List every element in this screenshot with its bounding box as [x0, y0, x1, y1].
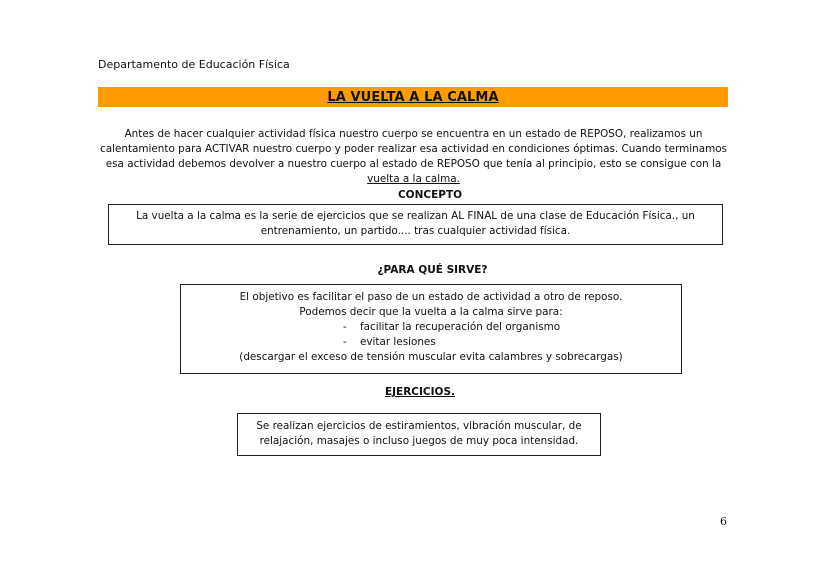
- intro-text: Antes de hacer cualquier actividad física nuestro cuerpo se encuentra en un estado de REPOSO, realizamos un calentamiento para ACTIVAR nuestro cuerpo y poder realizar esa actividad en condiciones óptimas. Cuando terminamos esa actividad debemos devolver a nuestro cuerpo al estado de REPOSO que tenía al principio, esto se consigue con la: [100, 128, 727, 170]
- ejercicios-box: [237, 413, 601, 456]
- department-header: Departamento de Educación Física: [98, 58, 290, 71]
- intro-underlined-text: vuelta a la calma.: [367, 173, 460, 185]
- concepto-box: [108, 204, 723, 245]
- list-item: - facilitar la recuperación del organismo: [343, 321, 561, 333]
- title-banner: [98, 87, 728, 107]
- page-number: 6: [720, 515, 727, 528]
- para-que-heading: ¿PARA QUÉ SIRVE?: [377, 264, 488, 276]
- concepto-line-1: La vuelta a la calma es la serie de ejercicios que se realizan AL FINAL de una clase de Educación Física., un: [136, 210, 695, 222]
- list-item-text: evitar lesiones: [359, 336, 436, 348]
- list-item-text: facilitar la recuperación del organismo: [359, 321, 561, 333]
- para-que-box: [180, 284, 682, 374]
- ejercicios-line-2: relajación, masajes o incluso juegos de muy poca intensidad.: [259, 435, 579, 447]
- concepto-line-2: entrenamiento, un partido.... tras cualquier actividad física.: [260, 225, 571, 237]
- para-que-line-1: El objetivo es facilitar el paso de un estado de actividad a otro de reposo.: [239, 291, 623, 303]
- page-title: LA VUELTA A LA CALMA: [327, 89, 499, 105]
- para-que-line-2: Podemos decir que la vuelta a la calma sirve para:: [299, 306, 563, 318]
- ejercicios-line-1: Se realizan ejercicios de estiramientos, vibración muscular, de: [256, 420, 582, 432]
- para-que-note: (descargar el exceso de tensión muscular evita calambres y sobrecargas): [239, 351, 623, 363]
- ejercicios-heading: EJERCICIOS.: [384, 386, 456, 398]
- concepto-heading: CONCEPTO: [397, 189, 463, 201]
- intro-paragraph: [95, 127, 732, 187]
- list-item: - evitar lesiones: [343, 336, 436, 348]
